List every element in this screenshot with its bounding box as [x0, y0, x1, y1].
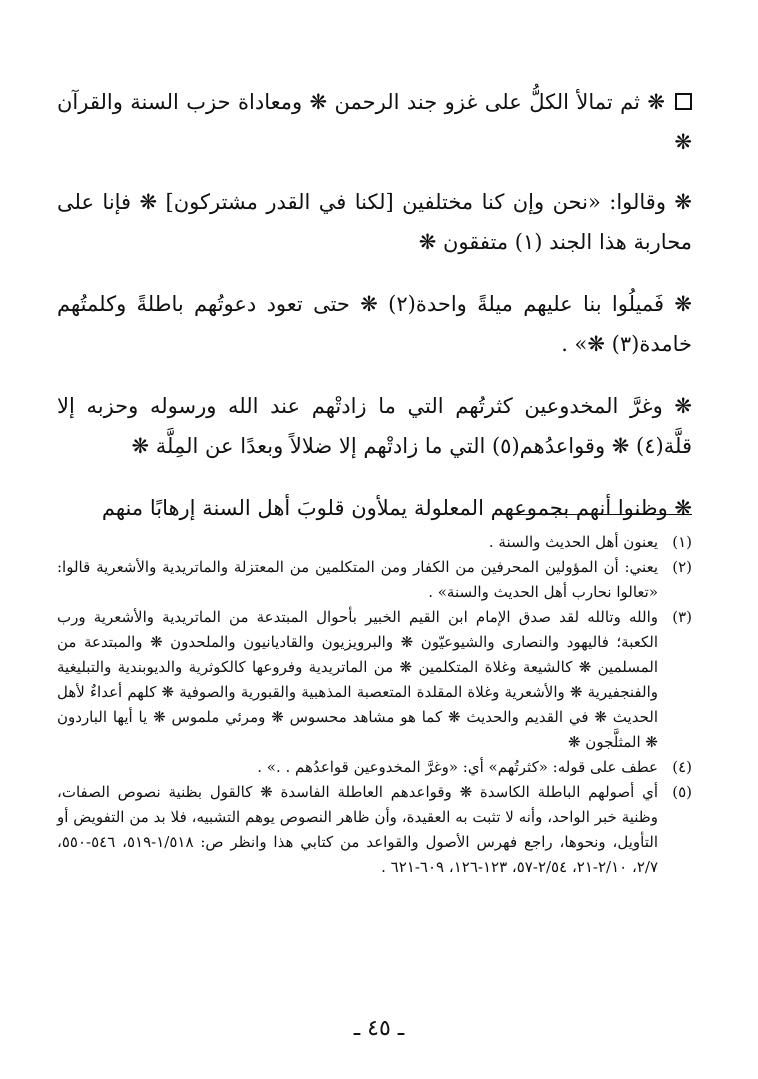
main-paragraph-3: ❋ فَميلُوا بنا عليهم ميلةً واحدة(٢) ❋ حتى تعود دعوتُهم باطلةً وكلمتُهم خامدة(٣) ❋» . — [57, 292, 692, 356]
paragraph-text: ❋ ثم تمالأ الكلُّ على غزو جند الرحمن ❋ ومعاداة حزب السنة والقرآن ❋ — [57, 90, 692, 154]
footnote-number: (٣) — [672, 608, 692, 626]
footnote-text: أي أصولهم الباطلة الكاسدة ❋ وقواعدهم العاطلة الفاسدة ❋ كالقول بظنية نصوص الصفات، وظنية خبر الواحد، وأنه لا تثبت به العقيدة، وأن ظاهر النصوص يوهم التشبيه، فلا بد من التفويض أو التأويل، ونحوها، راجع فهرس الأصول والقواعد من كتابي هذا وانظر ص: ١/٥١٨-٥١٩، ٥٤٦-٥٥٠، ٢/٧، ٢/١٠-٢١، ٢/٥٤-٥٧، ١٢٣-١٢٦، ٦٠٩-٦٢١ . — [57, 783, 658, 876]
footnote-separator — [512, 514, 692, 515]
footnote-3 — [57, 605, 692, 755]
footnote-text: عطف على قوله: «كثرتُهم» أي: «وغرَّ المخدوعين قواعدُهم . .» . — [257, 758, 658, 776]
footnote-4 — [57, 755, 692, 780]
page-number: ـ ٤٥ ـ — [353, 1016, 405, 1041]
main-paragraph-4: ❋ وغرَّ المخدوعين كثرتُهم التي ما زادتْهم عند الله ورسوله وحزبه إلا قلَّة(٤) ❋ وقواعدُهم(٥) التي ما زادتْهم إلا ضلالاً وبعدًا عن المِلَّة ❋ — [57, 394, 692, 458]
footnote-text: والله وتالله لقد صدق الإمام ابن القيم الخبير بأحوال المبتدعة من الماتريدية والأشعرية ورب الكعبة؛ فاليهود والنصارى والشيوعيّون ❋ والبرويزيون والقاديانيون والملحدون ❋ والمبتدعة من المسلمين ❋ كالشيعة وغلاة المتكلمين ❋ من الماتريدية وفروعها كالكوثرية والديوبندية والتبليغية والفنجفيرية ❋ والأشعرية وغلاة المقلدة المتعصبة المذهبية والقبورية والصوفية ❋ كلهم أعداءٌ لأهل الحديث ❋ في القديم والحديث ❋ كما هو مشاهد محسوس ❋ ومرئي ملموس ❋ يا أيها الباردون ❋ المثلَّجون ❋ — [57, 608, 658, 751]
footnote-text: يعني: أن المؤولين المحرفين من الكفار ومن المتكلمين من المعتزلة والماتريدية والأشعرية قالوا: «تعالوا نحارب أهل الحديث والسنة» . — [57, 558, 658, 601]
footnote-text: يعنون أهل الحديث والسنة . — [488, 533, 658, 551]
footnote-number: (٢) — [672, 558, 692, 576]
square-bullet-icon — [675, 93, 692, 110]
footnote-2 — [57, 555, 692, 605]
footnote-1 — [57, 530, 692, 555]
footnote-5 — [57, 780, 692, 880]
main-paragraph-5: ❋ وظنوا أنهم بجموعهم المعلولة يملأون قلوبَ أهل السنة إرهابًا منهم — [101, 496, 692, 520]
footnote-number: (٤) — [672, 758, 692, 776]
main-paragraph-1 — [57, 82, 692, 162]
main-paragraph-2: ❋ وقالوا: «نحن وإن كنا مختلفين [لكنا في القدر مشتركون] ❋ فإنا على محاربة هذا الجند (١) متفقون ❋ — [57, 190, 692, 254]
footnote-number: (١) — [672, 533, 692, 551]
main-text — [57, 82, 692, 550]
footnote-number: (٥) — [672, 783, 692, 801]
footnotes — [57, 530, 692, 880]
